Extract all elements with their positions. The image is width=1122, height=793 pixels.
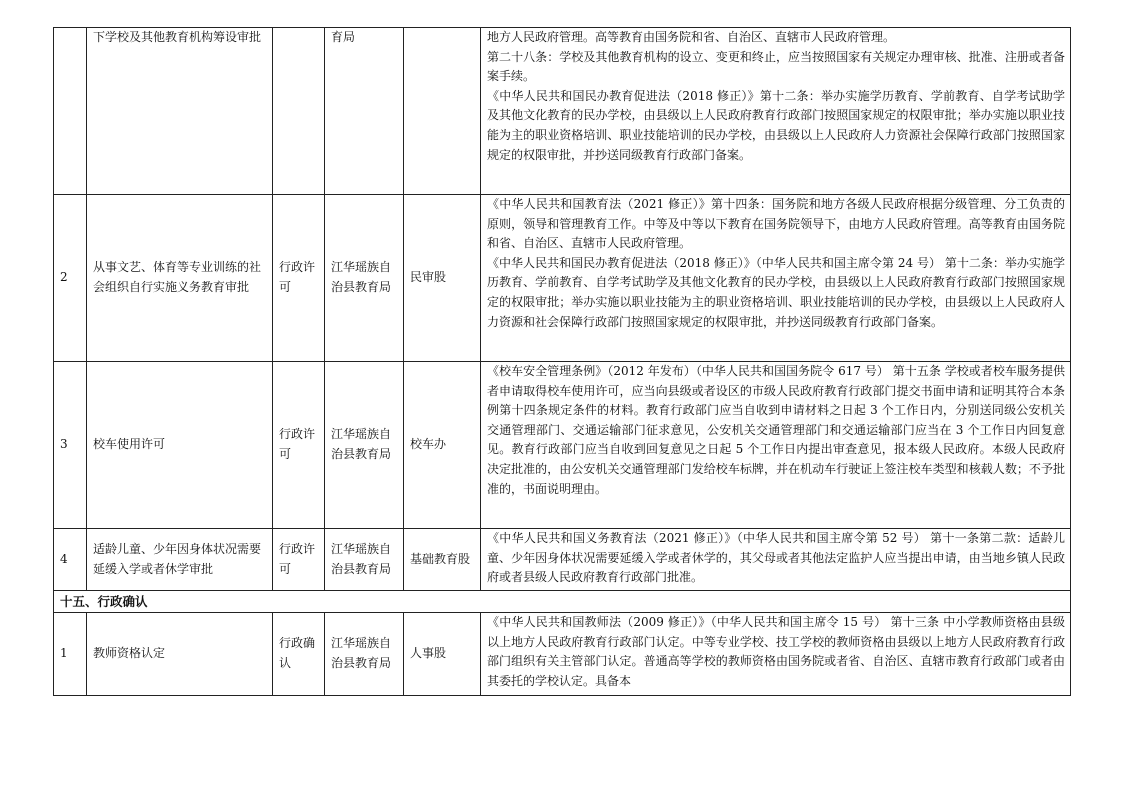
legal-basis-paragraph: 地方人民政府管理。高等教育由国务院和省、自治区、直辖市人民政府管理。 — [487, 30, 896, 44]
responsible-unit: 基础教育股 — [404, 529, 481, 591]
legal-basis — [481, 529, 1071, 591]
department: 育局 — [325, 28, 404, 195]
legal-basis — [481, 28, 1071, 195]
legal-basis — [481, 362, 1071, 529]
table-row — [54, 613, 1071, 696]
section-header-row — [54, 591, 1071, 613]
table-row — [54, 362, 1071, 529]
item-name: 从事文艺、体育等专业训练的社会组织自行实施义务教育审批 — [87, 195, 273, 362]
legal-basis-paragraph: 《校车安全管理条例》（2012 年发布）（中华人民共和国国务院令 617 号） 第十五条 学校或者校车服务提供者申请取得校车使用许可，应当向县级或者设区的市级人民政府教育行政部门提交书面申请和证明其符合本条例第十四条规定条件的材料。教育行政部门应当自收到申请材料之日起 3 个工作日内，分别送同级公安机关交通管理部门、交通运输部门征求意见，公安机关交通管理部门和交通运输部门应当在 3 个工作日内回复意见。教育行政部门应当自收到回复意见之日起 5 个工作日内提出审查意见，报本级人民政府。本级人民政府决定批准的，由公安机关交通管理部门发给校车标牌，并在机动车行驶证上签注校车类型和核载人数；不予批准的，书面说明理由。 — [487, 364, 1065, 496]
legal-basis — [481, 613, 1071, 696]
legal-basis — [481, 195, 1071, 362]
table-row — [54, 529, 1071, 591]
item-name: 校车使用许可 — [87, 362, 273, 529]
item-type: 行政许可 — [273, 529, 325, 591]
item-type: 行政确认 — [273, 613, 325, 696]
legal-basis-paragraph: 《中华人民共和国教育法（2021 修正）》第十四条：国务院和地方各级人民政府根据分级管理、分工负责的原则，领导和管理教育工作。中等及中等以下教育在国务院领导下，由地方人民政府管理。高等教育由国务院和省、自治区、直辖市人民政府管理。 — [487, 197, 1065, 251]
responsible-unit: 人事股 — [404, 613, 481, 696]
item-type: 行政许可 — [273, 362, 325, 529]
legal-basis-paragraph: 第二十八条：学校及其他教育机构的设立、变更和终止，应当按照国家有关规定办理审核、批准、注册或者备案手续。 — [487, 49, 1065, 84]
row-number: 4 — [54, 529, 87, 591]
row-number — [54, 28, 87, 195]
responsible-unit: 民审股 — [404, 195, 481, 362]
table-row — [54, 28, 1071, 195]
authority-list-table — [53, 27, 1071, 696]
department: 江华瑶族自治县教育局 — [325, 362, 404, 529]
legal-basis-paragraph: 《中华人民共和国教师法（2009 修正）》（中华人民共和国主席令 15 号） 第十三条 中小学教师资格由县级以上地方人民政府教育行政部门认定。中等专业学校、技工学校的教师资格由县级以上地方人民政府教育行政部门组织有关主管部门认定。普通高等学校的教师资格由国务院或者省、自治区、直辖市教育行政部门或者由其委托的学校认定。具备本 — [487, 615, 1065, 688]
responsible-unit — [404, 28, 481, 195]
table-row — [54, 195, 1071, 362]
row-number: 2 — [54, 195, 87, 362]
legal-basis-paragraph: 《中华人民共和国民办教育促进法（2018 修正）》（中华人民共和国主席令第 24 号） 第十二条：举办实施学历教育、学前教育、自学考试助学及其他文化教育的民办学校，由县级以上人民政府教育行政部门按照国家规定的权限审批；举办实施以职业技能为主的职业资格培训、职业技能培训的民办学校，由县级以上人民政府人力资源和社会保障行政部门按照国家规定的权限审批，并抄送同级教育行政部门备案。 — [487, 255, 1065, 329]
responsible-unit: 校车办 — [404, 362, 481, 529]
department: 江华瑶族自治县教育局 — [325, 613, 404, 696]
row-number: 1 — [54, 613, 87, 696]
item-name: 教师资格认定 — [87, 613, 273, 696]
legal-basis-paragraph: 《中华人民共和国义务教育法（2021 修正）》（中华人民共和国主席令第 52 号） 第十一条第二款：适龄儿童、少年因身体状况需要延缓入学或者休学的，其父母或者其他法定监护人应当提出申请，由当地乡镇人民政府或者县级人民政府教育行政部门批准。 — [487, 531, 1065, 585]
item-type: 行政许可 — [273, 195, 325, 362]
section-title: 十五、行政确认 — [54, 591, 1071, 613]
department: 江华瑶族自治县教育局 — [325, 195, 404, 362]
item-name: 下学校及其他教育机构筹设审批 — [87, 28, 273, 195]
legal-basis-paragraph: 《中华人民共和国民办教育促进法（2018 修正）》第十二条：举办实施学历教育、学前教育、自学考试助学及其他文化教育的民办学校，由县级以上人民政府教育行政部门按照国家规定的权限审批；举办实施以职业技能为主的职业资格培训、职业技能培训的民办学校，由县级以上人民政府人力资源社会保障行政部门按照国家规定的权限审批，并抄送同级教育行政部门备案。 — [487, 88, 1065, 162]
department: 江华瑶族自治县教育局 — [325, 529, 404, 591]
item-type — [273, 28, 325, 195]
item-name: 适龄儿童、少年因身体状况需要延缓入学或者休学审批 — [87, 529, 273, 591]
row-number: 3 — [54, 362, 87, 529]
